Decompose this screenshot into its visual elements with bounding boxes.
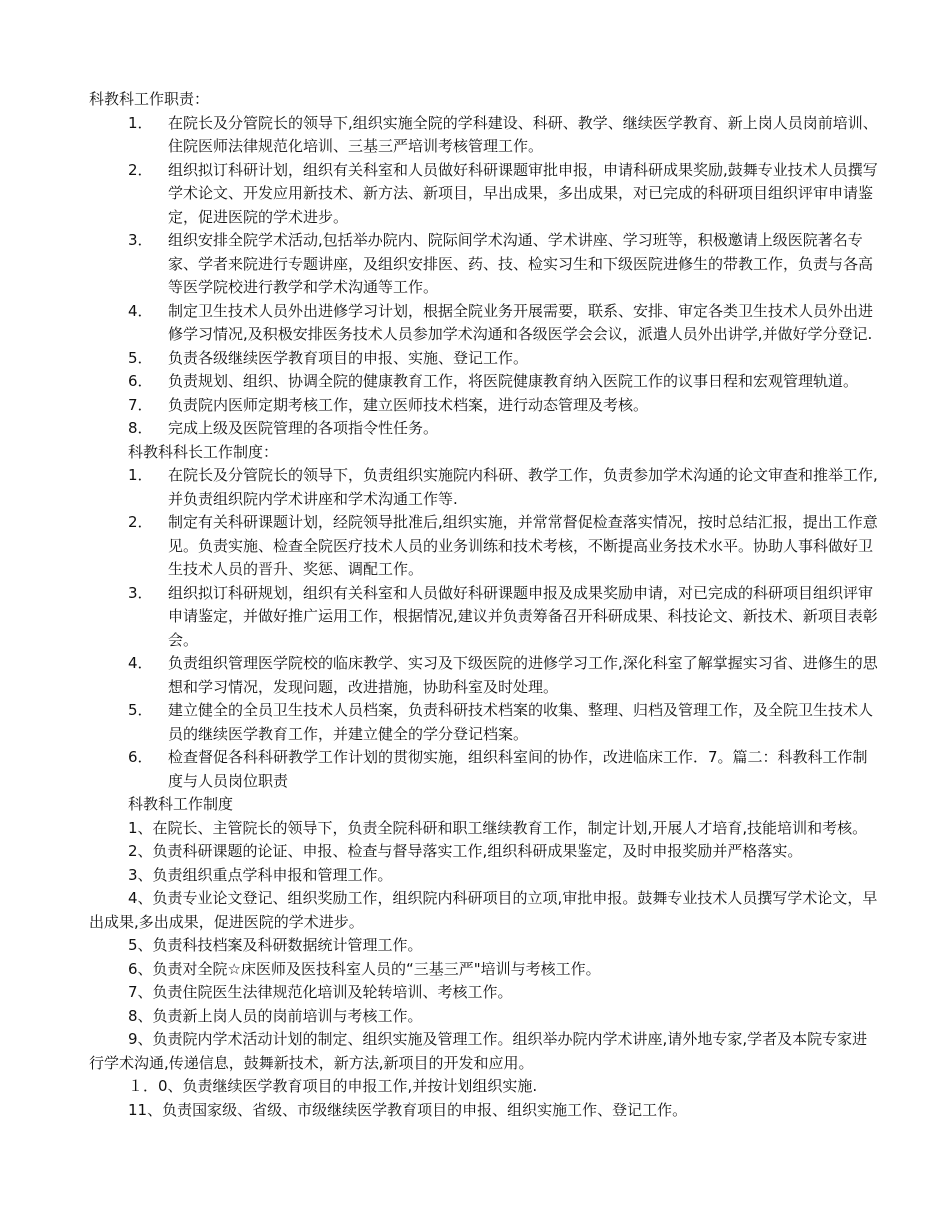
list-item-text: 制定卫生技术人员外出进修学习计划，根据全院业务开展需要，联系、安排、审定各类卫生技术人员外出进修学习情况,及积极安排医务技术人员参加学术沟通和各级医学会会议，派遣人员外出讲学,并做好学分登记. (168, 301, 874, 343)
list-item-text: 负责规划、组织、协调全院的健康教育工作，将医院健康教育纳入医院工作的议事日程和宏观管理轨道。 (168, 372, 859, 390)
list-item-text: 在院长及分管院长的领导下,组织实施全院的学科建设、科研、教学、继续医学教育、新上岗人员岗前培训、住院医师法律规范化培训、三基三严培训考核管理工作。 (168, 113, 878, 155)
section-heading-work-rules: 科教科工作制度 (128, 795, 234, 813)
list-item (89, 112, 879, 159)
list-item-text: 组织拟订科研规划，组织有关科室和人员做好科研课题申报及成果奖励申请，对已完成的科研项目组织评审申请鉴定，并做好推广运用工作，根据情况,建议并负责筹备召开科研成果、科技论文、新技术、新项目表彰会。 (168, 583, 878, 649)
list-item-number: 4． (128, 654, 153, 672)
list-item-number: 2． (128, 160, 153, 179)
list-item-number: 5． (128, 348, 153, 367)
list-item-number: 2． (128, 513, 153, 531)
paragraph: 4、负责专业论文登记、组织奖励工作，组织院内科研项目的立项,审批申报。鼓舞专业技术人员撰写学术论文，早出成果,多出成果，促进医院的学术进步。 (89, 889, 878, 931)
list-item (89, 347, 879, 371)
list-item-text: 建立健全的全员卫生技术人员档案，负责科研技术档案的收集、整理、归档及管理工作，及全院卫生技术人员的继续医学教育工作，并建立健全的学分登记档案。 (168, 701, 874, 743)
list-item-text: 制定有关科研课题计划，经院领导批准后,组织实施，并常常督促检查落实情况，按时总结汇报，提出工作意见。负责实施、检查全院医疗技术人员的业务训练和技术考核，不断提高业务技术水平。协助人事科做好卫生技术人员的晋升、奖惩、调配工作。 (168, 513, 878, 578)
paragraph: 1、在院长、主管院长的领导下，负责全院科研和职工继续教育工作，制定计划,开展人才培育,技能培训和考核。 (128, 818, 868, 837)
list-item-number: 3． (128, 583, 153, 602)
list-item (89, 699, 879, 746)
list-item-number: 8． (128, 419, 153, 437)
list-item-text: 完成上级及医院管理的各项指令性任务。 (168, 419, 439, 437)
list-item-text: 组织拟订科研计划，组织有关科室和人员做好科研课题审批申报，申请科研成果奖励,鼓舞专业技术人员撰写学术论文、开发应用新技术、新方法、新项目，早出成果，多出成果，对已完成的科研项目组织评审申请鉴定，促进医院的学术进步。 (168, 160, 878, 226)
list-item (89, 229, 879, 300)
paragraph: 8、负责新上岗人员的岗前培训与考核工作。 (128, 1006, 423, 1025)
list-item-text: 负责组织管理医学院校的临床教学、实习及下级医院的进修学习工作,深化科室了解掌握实习省、进修生的思想和学习情况，发现问题，改进措施，协助科室及时处理。 (168, 654, 878, 696)
paragraph: 5、负责科技档案及科研数据统计管理工作。 (128, 936, 423, 954)
list-item-number: 1． (128, 466, 153, 484)
list-item-number: 4． (128, 301, 153, 320)
list-item (89, 511, 879, 582)
list-item-text: 在院长及分管院长的领导下，负责组织实施院内科研、教学工作，负责参加学术沟通的论文审查和推举工作,并负责组织院内学术讲座和学术沟通工作等. (168, 466, 878, 508)
list-item (89, 582, 879, 653)
list-item (89, 300, 879, 347)
list-item-number: 5． (128, 701, 153, 719)
list-item (89, 746, 879, 793)
paragraph: １．0、负责继续医学教育项目的申报工作,并按计划组织实施. (128, 1077, 538, 1095)
section-heading-duties: 科教科工作职责： (89, 90, 210, 108)
list-item (89, 652, 879, 699)
list-item-text: 负责院内医师定期考核工作，建立医师技术档案，进行动态管理及考核。 (168, 395, 649, 414)
list-item-number: 6． (128, 372, 153, 390)
list-item-text: 检查督促各科科研教学工作计划的贯彻实施，组织科室间的协作，改进临床工作．7。篇二：科教科工作制度与人员岗位职责 (168, 748, 868, 790)
duties-list (89, 112, 879, 441)
section-heading-director-rules: 科教科科长工作制度： (128, 442, 279, 461)
list-item (89, 417, 879, 441)
paragraph: 2、负责科研课题的论证、申报、检查与督导落实工作,组织科研成果鉴定，及时申报奖励并严格落实。 (128, 842, 803, 860)
list-item-number: 6． (128, 748, 153, 766)
list-item-number: 7． (128, 395, 153, 414)
paragraph: 11、负责国家级、省级、市级继续医学教育项目的申报、组织实施工作、登记工作。 (128, 1100, 688, 1119)
paragraph: 7、负责住院医生法律规范化培训及轮转培训、考核工作。 (128, 983, 513, 1001)
document-body (89, 88, 879, 1122)
list-item (89, 394, 879, 418)
list-item-number: 1． (128, 113, 153, 132)
list-item (89, 370, 879, 394)
director-rules-list (89, 464, 879, 793)
list-item-text: 负责各级继续医学教育项目的申报、实施、登记工作。 (168, 348, 529, 367)
list-item-text: 组织安排全院学术活动,包括举办院内、院际间学术沟通、学术讲座、学习班等，积极邀请上级医院著名专家、学者来院进行专题讲座，及组织安排医、药、技、检实习生和下级医院进修生的带教工作，负责与各高等医学院校进行教学和学术沟通等工作。 (168, 231, 874, 296)
paragraph: 3、负责组织重点学科申报和管理工作。 (128, 865, 393, 884)
list-item (89, 159, 879, 230)
paragraph: 6、负责对全院☆床医师及医技科室人员的“三基三严"培训与考核工作。 (128, 959, 601, 978)
list-item (89, 464, 879, 511)
work-rules-paragraphs (89, 817, 879, 1123)
paragraph: 9、负责院内学术活动计划的制定、组织实施及管理工作。组织举办院内学术讲座,请外地专家,学者及本院专家进行学术沟通,传递信息，鼓舞新技术，新方法,新项目的开发和应用。 (89, 1030, 868, 1072)
list-item-number: 3． (128, 231, 153, 249)
